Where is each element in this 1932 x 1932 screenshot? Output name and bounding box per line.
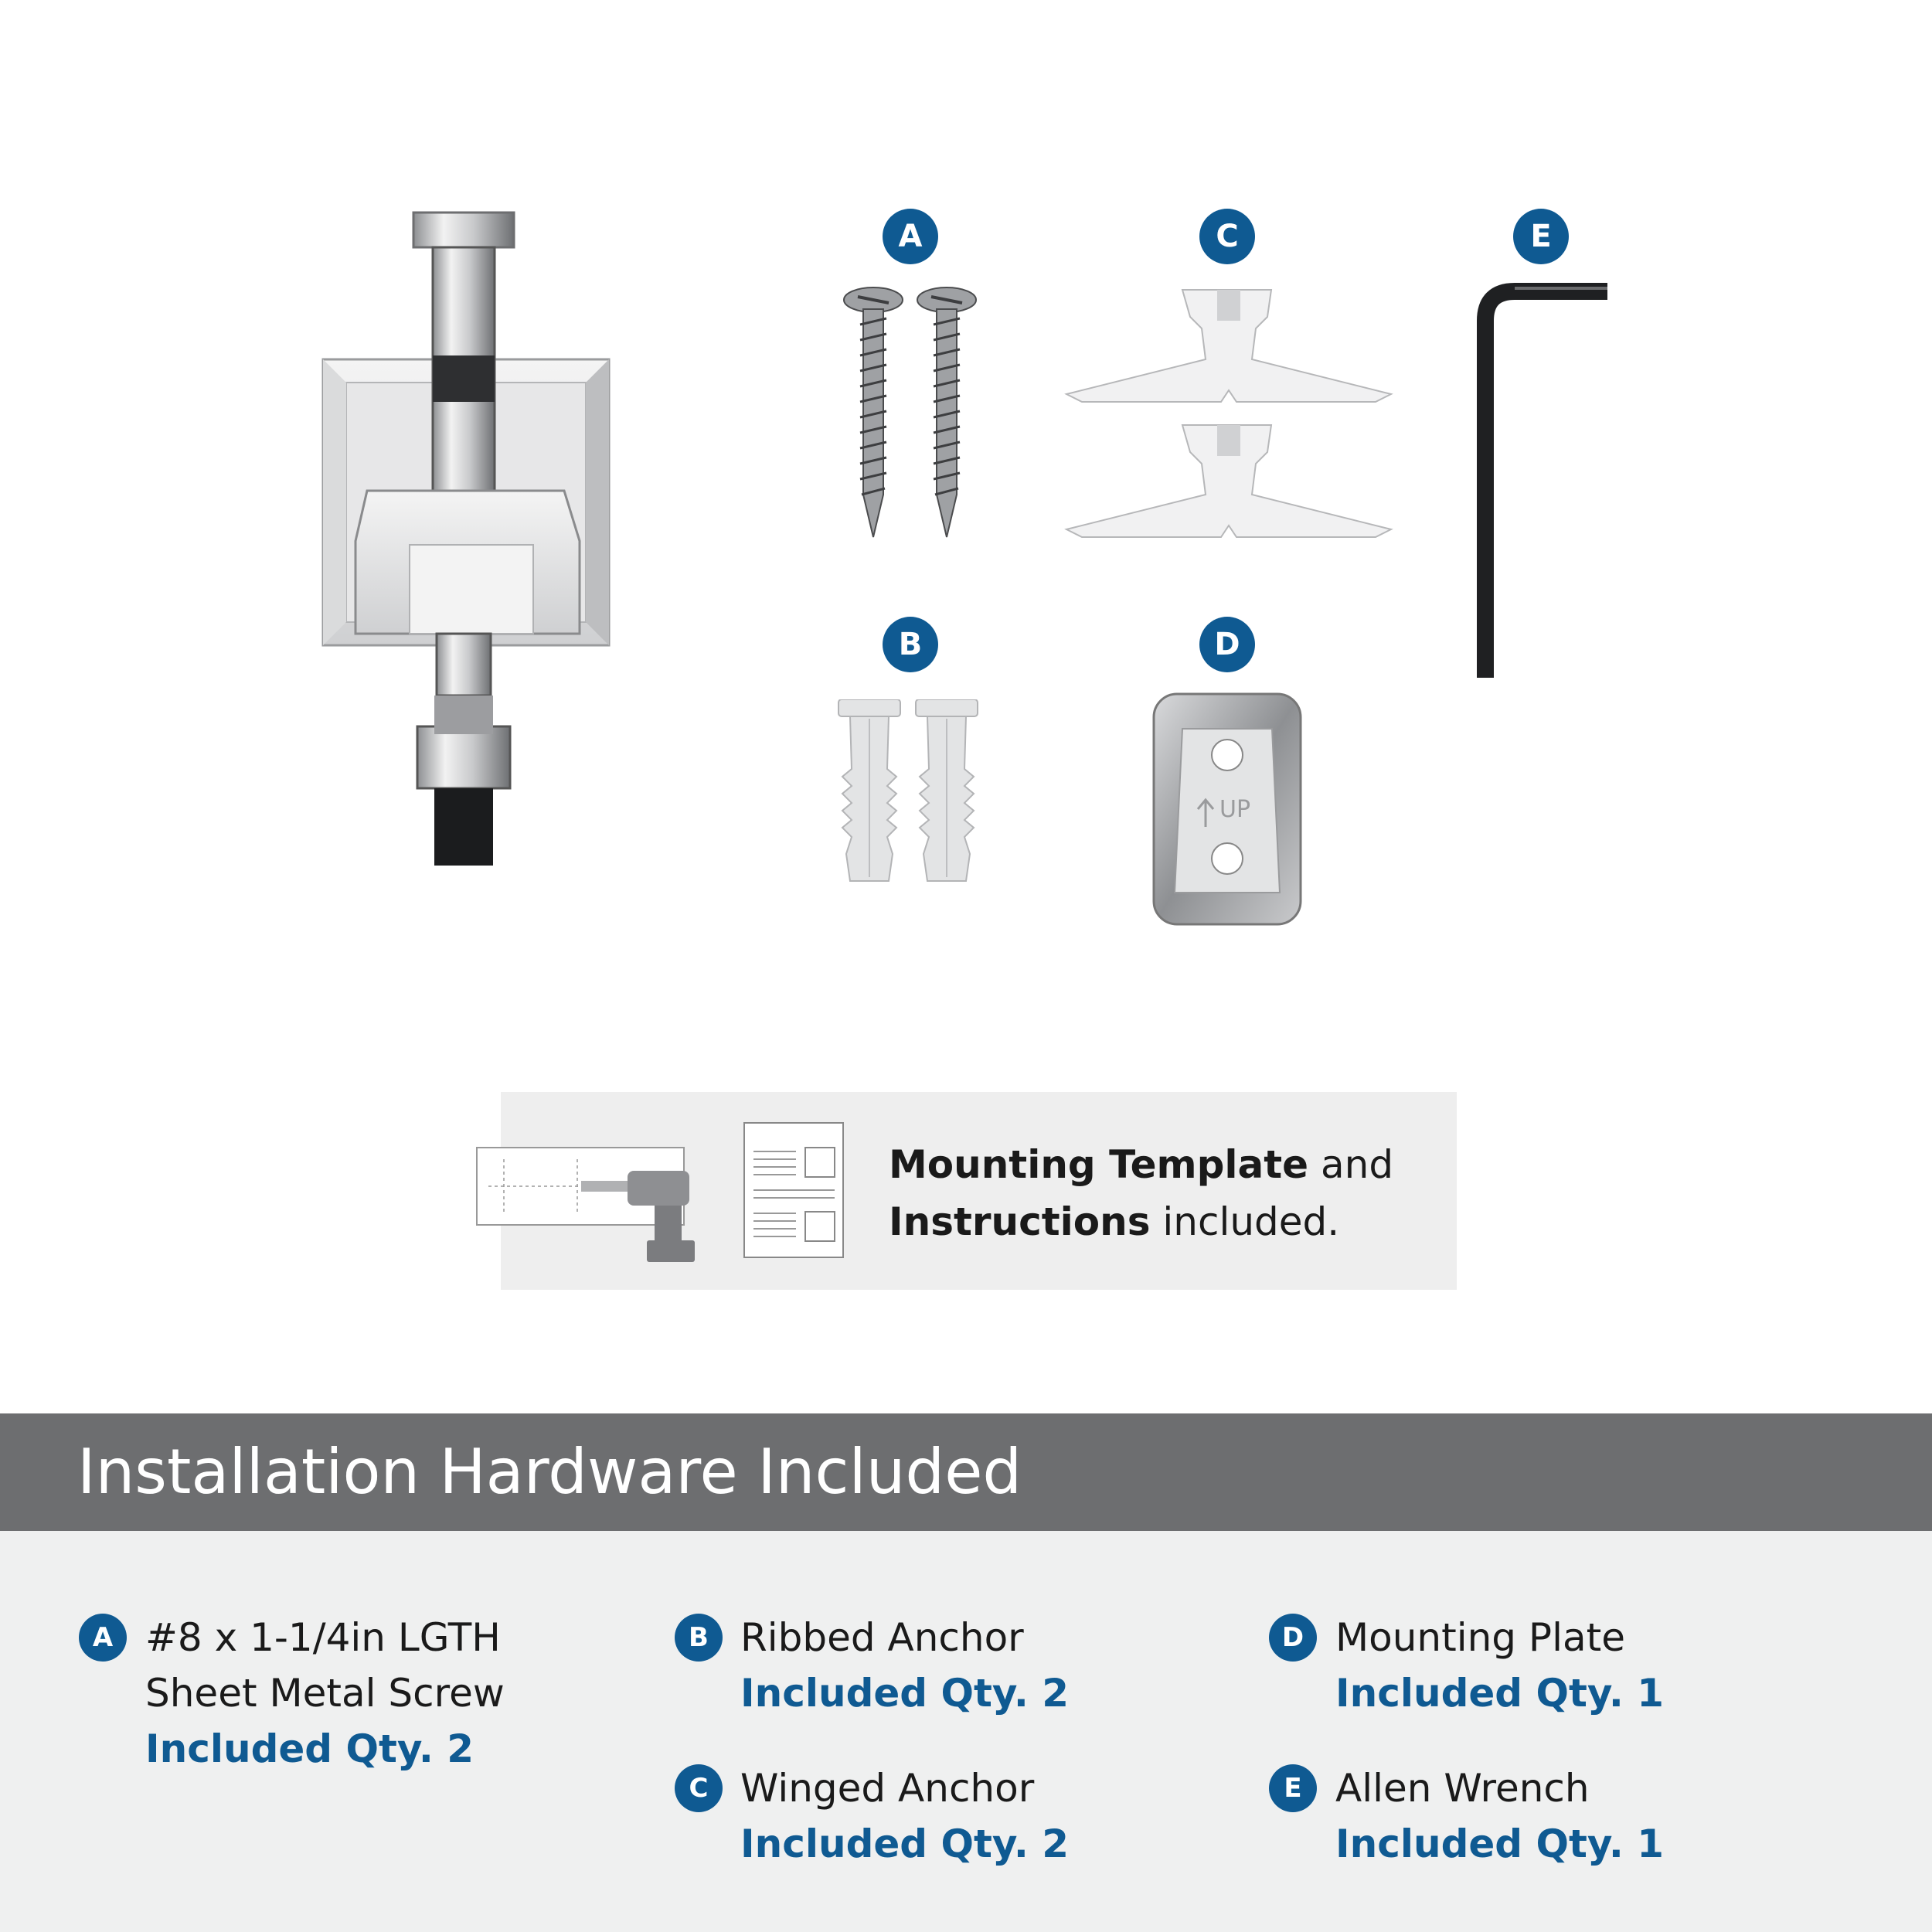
hook-product-image [309, 201, 618, 896]
legend-badge-d: D [1269, 1614, 1317, 1662]
ribbed-anchors-image [835, 699, 989, 893]
badge-e: E [1513, 209, 1569, 264]
legend-item-a: #8 x 1-1/4in LGTH Sheet Metal Screw Included Qty. 2 [145, 1615, 505, 1771]
badge-d: D [1199, 617, 1255, 672]
legend-item-e: Allen Wrench Included Qty. 1 [1335, 1766, 1665, 1866]
badge-a: A [883, 209, 938, 264]
legend-item-b: Ribbed Anchor Included Qty. 2 [740, 1615, 1070, 1716]
winged-anchors-image [1063, 286, 1395, 549]
mounting-plate-image [1151, 692, 1306, 927]
allen-wrench-image [1468, 282, 1623, 684]
drill-template-icon [473, 1144, 713, 1264]
mounting-template-label: Mounting Template [889, 1142, 1309, 1187]
legend-badge-e: E [1269, 1764, 1317, 1812]
legend-badge-a: A [79, 1614, 127, 1662]
sheet-metal-screws-image [838, 286, 993, 541]
legend-item-c: Winged Anchor Included Qty. 2 [740, 1766, 1070, 1866]
up-marking: UP [1219, 796, 1251, 823]
template-note-text: Mounting Template and Instructions included. [889, 1142, 1394, 1244]
instructions-sheet-icon [742, 1121, 846, 1260]
legend-badge-b: B [675, 1614, 723, 1662]
legend-badge-c: C [675, 1764, 723, 1812]
badge-b: B [883, 617, 938, 672]
legend-item-d: Mounting Plate Included Qty. 1 [1335, 1615, 1665, 1716]
section-title: Installation Hardware Included [77, 1436, 1022, 1508]
instructions-label: Instructions [889, 1199, 1151, 1244]
badge-c: C [1199, 209, 1255, 264]
